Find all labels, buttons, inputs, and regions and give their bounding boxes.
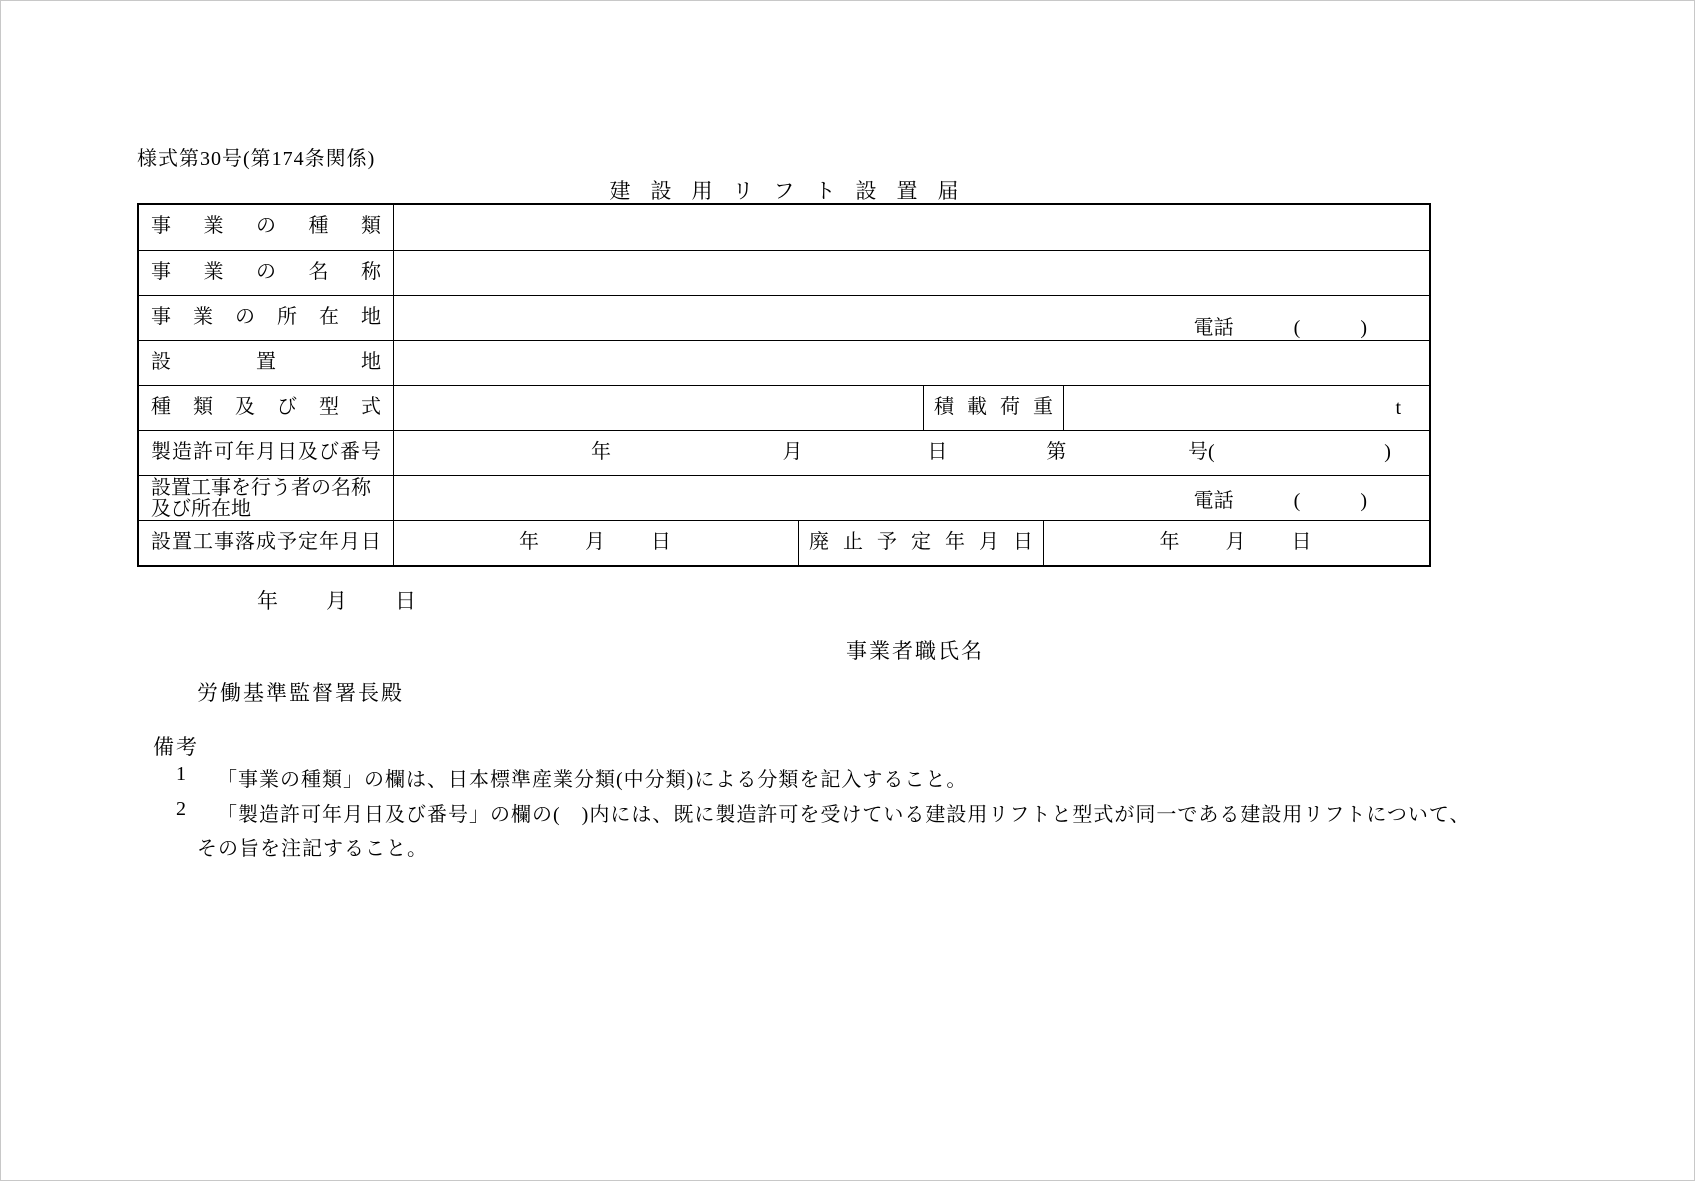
employer-signature-label: 事業者職氏名 xyxy=(846,639,984,663)
note-item-1 xyxy=(176,763,967,792)
phone-label: 電話 ( ) xyxy=(1193,489,1367,512)
type-model-field[interactable] xyxy=(393,386,923,430)
labor-standards-office-label: 労働基準監督署長殿 xyxy=(197,681,404,705)
row-label-load-capacity: 積載荷重 xyxy=(923,386,1063,430)
note-number: 2 xyxy=(176,798,187,820)
row-label-abolition-date: 廃止予定年月日 xyxy=(798,521,1043,565)
table-row-type-model xyxy=(139,385,1429,430)
row-label-installer: 設置工事を行う者の名称 及び所在地 xyxy=(151,477,371,520)
ton-unit-label: t xyxy=(1395,396,1401,419)
business-address-field[interactable] xyxy=(393,296,1429,340)
note-item-2-continuation: その旨を注記すること。 xyxy=(197,838,428,860)
table-row-business-address xyxy=(139,295,1429,340)
form-number: 様式第30号(第174条関係) xyxy=(137,148,376,170)
row-label-type-model: 種類及び型式 xyxy=(151,396,381,418)
row-label-business-name: 事業の名称 xyxy=(151,261,381,283)
submission-date-line[interactable]: 年 月 日 xyxy=(257,589,418,613)
note-number: 1 xyxy=(176,763,187,785)
number-suffix-label: 号( xyxy=(1187,441,1215,463)
note-text: 「事業の種類」の欄は、日本標準産業分類(中分類)による分類を記入すること。 xyxy=(217,769,968,791)
table-row-installer xyxy=(139,475,1429,520)
row-label-completion-date: 設置工事落成予定年月日 xyxy=(151,531,381,553)
day-label: 日 xyxy=(927,441,948,463)
table-row-business-type xyxy=(139,205,1429,250)
paren-close-label: ) xyxy=(1384,441,1391,463)
manufacture-permit-field[interactable] xyxy=(393,431,1429,475)
row-label-manufacture-permit: 製造許可年月日及び番号 xyxy=(151,441,381,463)
abolition-date-field[interactable]: 年 月 日 xyxy=(1043,521,1429,565)
completion-date-field[interactable]: 年 月 日 xyxy=(393,521,798,565)
table-row-installation-site xyxy=(139,340,1429,385)
phone-label: 電話 ( ) xyxy=(1193,317,1367,339)
row-label-installation-site: 設置地 xyxy=(151,351,381,373)
note-item-2 xyxy=(176,798,1471,827)
form-title: 建設用リフト設置届 xyxy=(609,179,979,203)
table-row-business-name xyxy=(139,250,1429,295)
business-type-field[interactable] xyxy=(393,205,1429,250)
table-row-completion-date xyxy=(139,520,1429,565)
row-label-business-type: 事業の種類 xyxy=(151,215,381,237)
business-name-field[interactable] xyxy=(393,251,1429,295)
notes-heading: 備考 xyxy=(153,735,199,759)
year-label: 年 xyxy=(591,441,611,463)
load-capacity-field[interactable] xyxy=(1063,386,1429,430)
row-label-business-address: 事業の所在地 xyxy=(151,306,381,328)
table-row-manufacture-permit xyxy=(139,430,1429,475)
form-table xyxy=(137,203,1431,567)
installation-site-field[interactable] xyxy=(393,341,1429,385)
note-text: 「製造許可年月日及び番号」の欄の( )内には、既に製造許可を受けている建設用リフトと型式が同一である建設用リフトについて、 xyxy=(217,804,1471,826)
installer-name-field[interactable] xyxy=(393,476,1429,520)
number-prefix-label: 第 xyxy=(1046,441,1067,463)
month-label: 月 xyxy=(782,441,803,463)
